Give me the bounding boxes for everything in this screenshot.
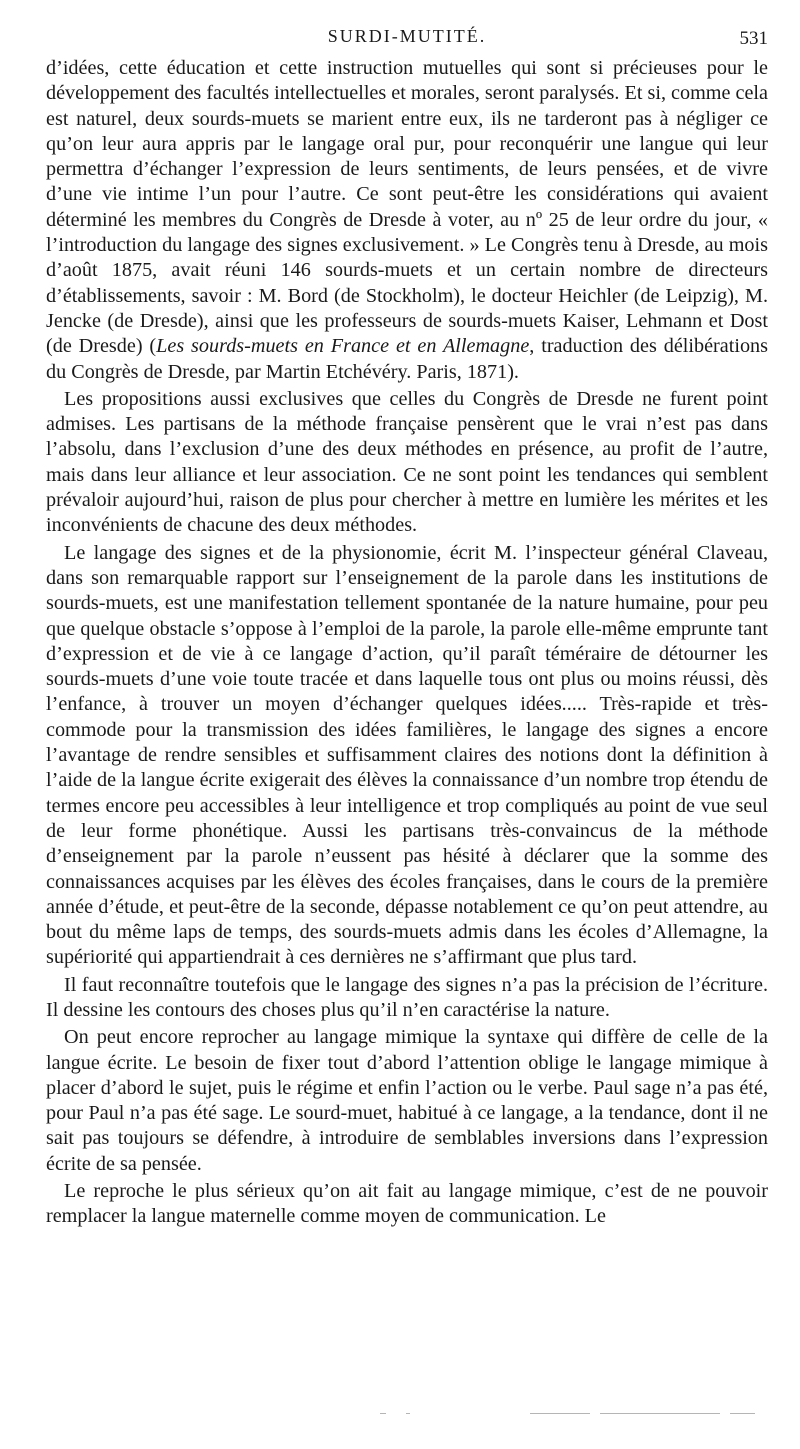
paragraph-1-text-after: , traduction des délibérations du Congrès de Dresde, par Martin Etchévéry. Paris, 1871). [46,335,768,383]
page-header [46,22,768,56]
paragraph-1-text-before: d’idées, cette éducation et cette instruction mutuelles qui sont si précieuses pour le développement des facultés intellectuelles et morales, seront paralysés. Et si, comme cela est naturel, deux sourds-muets se marient entre eux, ils ne tarderont pas à négliger ce qu’on leur aura appris par le langage oral pur, pour reconquérir une langue qui leur permettra d’échanger l’expression de leurs sentiments, de leurs pensées, et de vivre d’une vie intime l’un pour l’autre. Ce sont peut-être les considérations qui avaient déterminé les membres du Congrès de Dresde à voter, au nº 25 de leur ordre du jour, « l’introduction du langage des signes exclusivement. » Le Congrès tenu à Dresde, au mois d’août 1875, avait réuni 146 sourds-muets et un certain nombre de directeurs d’établissements, savoir : M. Bord (de Stockholm), le docteur Heichler (de Leipzig), M. Jencke (de Dresde), ainsi que les professeurs de sourds-muets Kaiser, Lehmann et Dost (de Dresde) ( [46,57,768,358]
paragraph-3: Le langage des signes et de la physionomie, écrit M. l’inspecteur général Claveau, dans son remarquable rapport sur l’enseignement de la parole dans les institutions de sourds-muets, est une manifestation tellement spontanée de la nature humaine, pour peu que quelque obstacle s’oppose à l’emploi de la parole, la parole elle-même emprunte tant d’expression et de vie à ce langage d’action, qu’il paraît téméraire de détourner les sourds-muets d’une voie toute tracée et dans laquelle tous ont plus ou moins réussi, dès l’enfance, à trouver un moyen d’échanger quelques idées..... Très-rapide et très-commode pour la transmission des idées familières, le langage des signes a encore l’avantage de rendre sensibles et suffisamment claires des notions dont la définition à l’aide de la langue écrite exigerait des élèves la connaissance d’un nombre trop étendu de termes encore peu accessibles à leur intelligence et trop compliqués au point de vue seul de leur forme phonétique. Aussi les partisans très-convaincus de la méthode d’enseignement par la parole n’eussent pas hésité à déclarer que la somme des connaissances acquises par les élèves des écoles françaises, dans le cours de la première année d’étude, et peut-être de la seconde, dépasse notablement ce qu’on peut attendre, au bout du même laps de temps, des sourds-muets admis dans les écoles d’Allemagne, la supériorité qui appartiendrait à ces dernières ne s’affirmant que plus tard. [46,541,768,969]
book-title: Les sourds-muets en France et en Allemagne [156,335,530,358]
paragraph-2: Les propositions aussi exclusives que celles du Congrès de Dresde ne furent point admises. Les partisans de la méthode française pensèrent que le vrai n’est pas dans l’absolu, dans l’exclusion d’une des deux méthodes en présence, au profit de l’autre, mais dans leur alliance et leur association. Ce ne sont point les tendances qui semblent prévaloir aujourd’hui, raison de plus pour chercher à mettre en lumière les mérites et les inconvénients de chacune des deux méthodes. [46,387,768,537]
document-page [46,22,768,1230]
running-title: SURDI-MUTITÉ. [327,26,487,46]
body-text [46,56,768,1230]
page-number: 531 [739,28,768,49]
paragraph-5: On peut encore reprocher au langage mimique la syntaxe qui diffère de celle de la langue écrite. Le besoin de fixer tout d’abord l’attention oblige le langage mimique à placer d’abord le sujet, puis le régime et enfin l’action ou le verbe. Paul sage n’a pas été, pour Paul n’a pas été sage. Le sourd-muet, habitué à ce langage, a la tendance, dont il ne sait pas toujours se défendre, à introduire de semblables inversions dans l’expression écrite de sa pensée. [46,1026,768,1175]
paragraph-4: Il faut reconnaître toutefois que le langage des signes n’a pas la précision de l’écriture. Il dessine les contours des choses plus qu’il n’en caractérise la nature. [46,973,768,1021]
paragraph-6: Le reproche le plus sérieux qu’on ait fait au langage mimique, c’est de ne pouvoir remplacer la langue maternelle comme moyen de communication. Le [46,1180,768,1228]
footer-print-marks [380,1410,760,1418]
paragraph-1 [46,56,768,385]
